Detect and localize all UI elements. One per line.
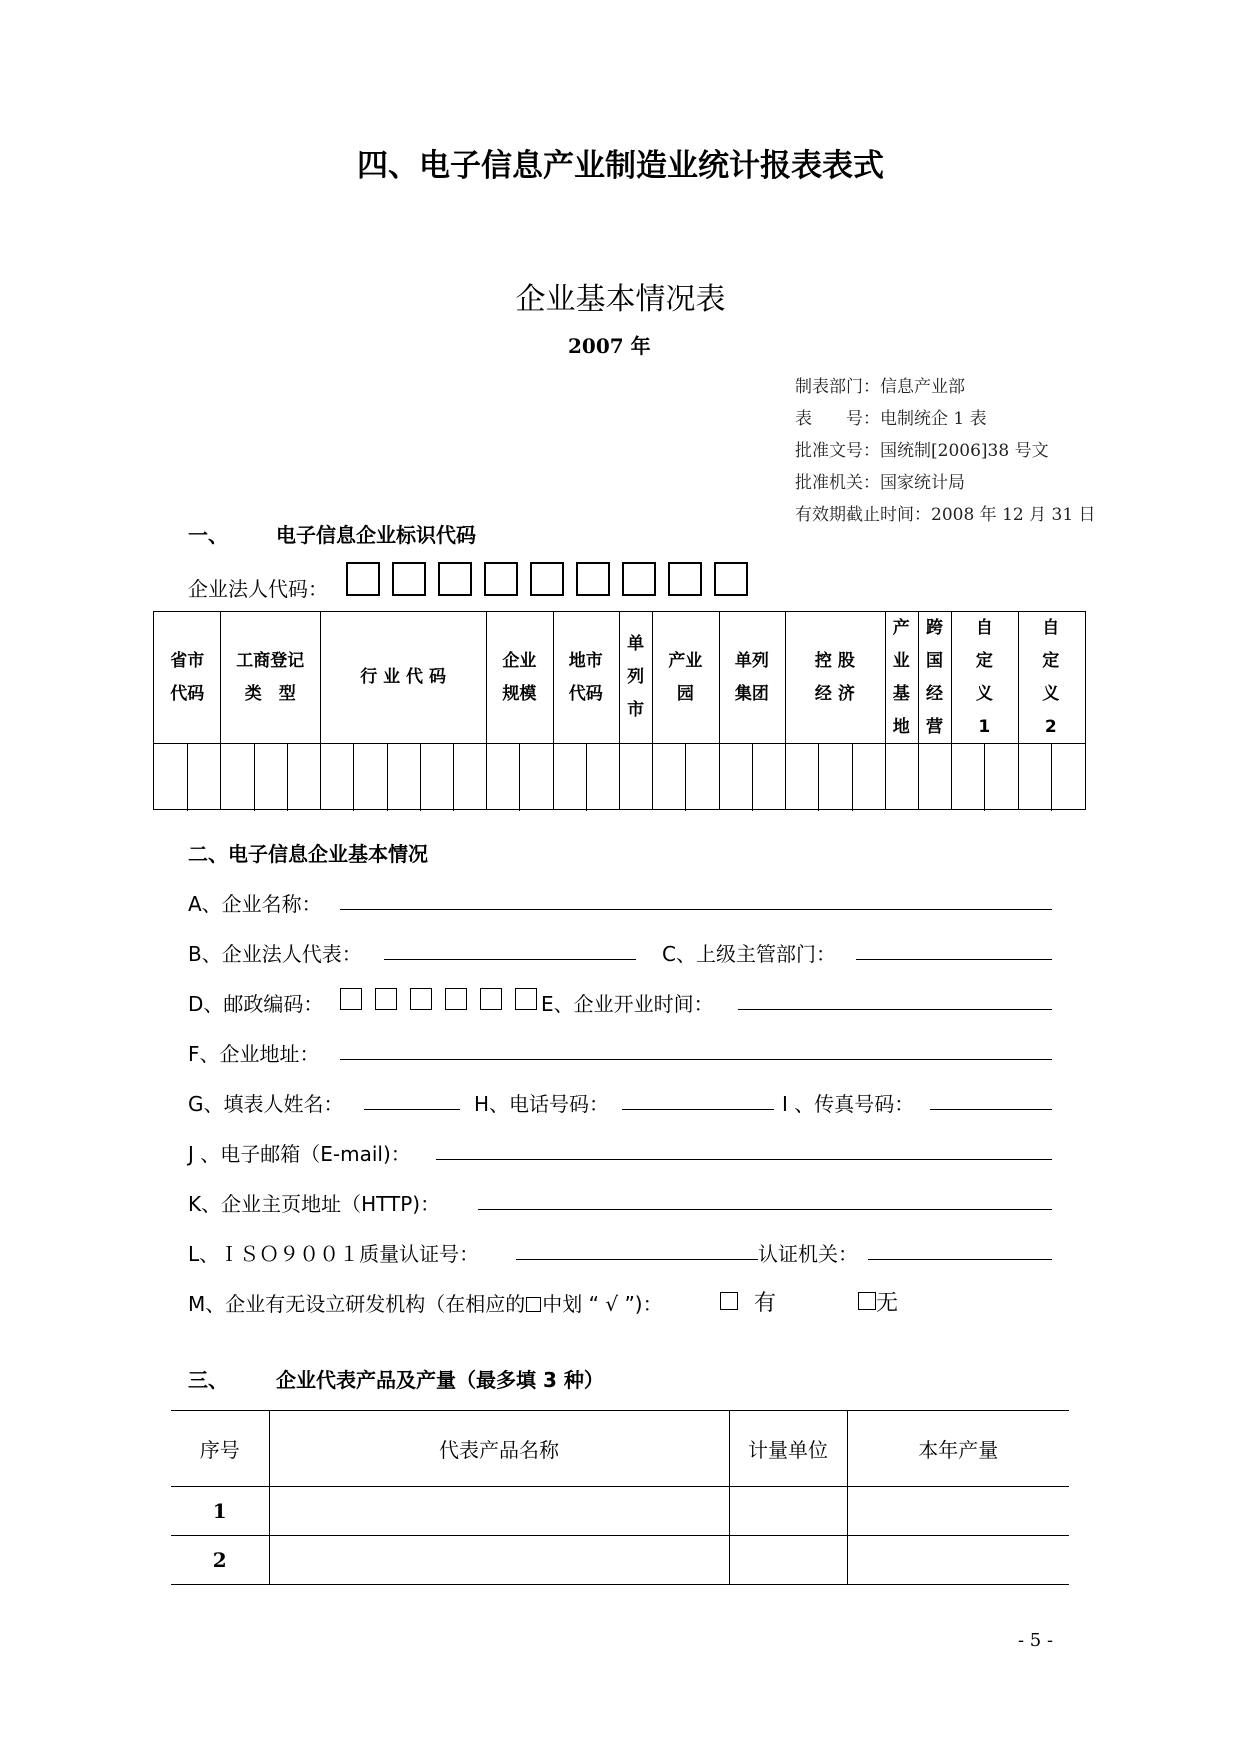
postal-digit-box[interactable] [375, 988, 397, 1010]
code-digit-box[interactable] [530, 562, 564, 596]
output-cell[interactable] [847, 1536, 1069, 1585]
output-cell[interactable] [847, 1487, 1069, 1536]
grid-cell-divider [818, 744, 819, 811]
label-cert-org: 认证机关： [758, 1242, 858, 1266]
grid-column-label: 行 业 代 码 [360, 667, 446, 687]
grid-column-label: 产业 园 [668, 650, 703, 704]
label-filler-name: G、填表人姓名： [188, 1092, 344, 1116]
unit-cell[interactable] [729, 1487, 847, 1536]
grid-column-header [619, 612, 652, 743]
products-table [171, 1410, 1069, 1585]
row-number: 1 [171, 1487, 269, 1536]
grid-column-label: 单列 集团 [734, 650, 769, 704]
grid-cell-divider [187, 744, 188, 811]
meta-dept: 制表部门：信息产业部 [795, 377, 965, 397]
unit-cell[interactable] [729, 1536, 847, 1585]
code-digit-box[interactable] [484, 562, 518, 596]
label-postal-code: D、邮政编码： [188, 992, 324, 1016]
header-product-name: 代表产品名称 [269, 1411, 729, 1487]
grid-column-header [885, 612, 918, 743]
legal-code-label: 企业法人代码： [188, 577, 328, 601]
grid-column-header [553, 612, 619, 743]
rd-question-text-2: 中划 “ √ ”)： [542, 1292, 663, 1316]
code-digit-box[interactable] [346, 562, 380, 596]
grid-column-header [652, 612, 718, 743]
code-digit-box[interactable] [622, 562, 656, 596]
grid-column-label: 省市 代码 [170, 650, 205, 704]
section1-number: 一、 [188, 523, 228, 547]
grid-cell-divider [685, 744, 686, 811]
form-title: 企业基本情况表 [515, 282, 726, 317]
meta-approval-no: 批准文号：国统制[2006]38 号文 [795, 441, 1049, 461]
grid-column-header [918, 612, 951, 743]
code-digit-box[interactable] [392, 562, 426, 596]
rd-yes-label: 有 [754, 1291, 777, 1316]
table-row [171, 1487, 1069, 1536]
code-digit-box[interactable] [714, 562, 748, 596]
grid-column-label: 跨 国 经 营 [926, 617, 944, 737]
grid-column-header [1018, 612, 1084, 743]
grid-cell-divider [287, 744, 288, 811]
postal-digit-box[interactable] [515, 988, 537, 1010]
label-iso-cert: L、ＩＳＯ９００１质量认证号： [188, 1242, 480, 1266]
cert-org-field[interactable] [868, 1259, 1052, 1260]
section1-title: 电子信息企业标识代码 [276, 523, 476, 547]
section3-heading [188, 1364, 604, 1393]
grid-column-label: 控 股 经 济 [814, 650, 855, 704]
grid-cell-divider [353, 744, 354, 811]
grid-column-label: 工商登记 类 型 [236, 650, 305, 704]
meta-valid-until: 有效期截止时间：2008 年 12 月 31 日 [795, 505, 1096, 525]
code-digit-box[interactable] [668, 562, 702, 596]
grid-column-label: 地市 代码 [568, 650, 603, 704]
grid-cell-divider [852, 744, 853, 811]
grid-column-header [719, 612, 785, 743]
label-supervisor-dept: C、上级主管部门： [662, 942, 836, 966]
filler-name-field[interactable] [364, 1109, 460, 1110]
rd-no-label: 无 [876, 1291, 899, 1316]
rd-question [188, 1288, 663, 1317]
grid-cell-divider [254, 744, 255, 811]
section1-heading [188, 519, 476, 548]
product-name-cell[interactable] [269, 1487, 729, 1536]
rd-no-checkbox[interactable] [858, 1292, 876, 1310]
homepage-field[interactable] [478, 1209, 1052, 1210]
grid-column-header [785, 612, 885, 743]
address-field[interactable] [340, 1059, 1052, 1060]
postal-digit-box[interactable] [340, 988, 362, 1010]
label-phone: H、电话号码： [474, 1092, 610, 1116]
grid-column-label: 单 列 市 [627, 634, 645, 720]
products-header-row [171, 1411, 1069, 1487]
grid-column-header [320, 612, 486, 743]
header-annual-output: 本年产量 [847, 1411, 1069, 1487]
iso-cert-field[interactable] [516, 1259, 758, 1260]
company-name-field[interactable] [340, 909, 1052, 910]
header-seq: 序号 [171, 1411, 269, 1487]
grid-cell-divider [752, 744, 753, 811]
label-legal-rep: B、企业法人代表： [188, 942, 362, 966]
grid-cell-divider [519, 744, 520, 811]
grid-column-header [220, 612, 320, 743]
postal-digit-box[interactable] [410, 988, 432, 1010]
grid-column-header [486, 612, 552, 743]
email-field[interactable] [436, 1159, 1052, 1160]
label-open-date: E、企业开业时间： [541, 992, 714, 1016]
table-row [171, 1536, 1069, 1585]
code-digit-box[interactable] [576, 562, 610, 596]
rd-question-text: M、企业有无设立研发机构（在相应的 [188, 1292, 526, 1316]
grid-column-header [951, 612, 1017, 743]
phone-field[interactable] [622, 1109, 774, 1110]
rd-yes-checkbox[interactable] [720, 1292, 738, 1310]
label-email: J 、电子邮箱（E-mail)： [188, 1142, 411, 1166]
label-company-name: A、企业名称： [188, 892, 322, 916]
meta-table-no: 表 号：电制统企 1 表 [795, 409, 987, 429]
checkbox-glyph [526, 1297, 541, 1312]
grid-cell-divider [387, 744, 388, 811]
supervisor-dept-field[interactable] [856, 959, 1052, 960]
grid-cell-divider [1051, 744, 1052, 811]
grid-cell-divider [984, 744, 985, 811]
grid-header-divider [154, 743, 1085, 744]
grid-cell-divider [586, 744, 587, 811]
grid-column-label: 产 业 基 地 [892, 617, 910, 737]
product-name-cell[interactable] [269, 1536, 729, 1585]
grid-cell-divider [420, 744, 421, 811]
grid-column-label: 自 定 义 2 [1042, 617, 1060, 737]
meta-approval-org: 批准机关：国家统计局 [795, 473, 965, 493]
identification-code-grid [153, 611, 1086, 810]
postal-digit-box[interactable] [445, 988, 467, 1010]
page-number: - 5 - [1018, 1630, 1054, 1651]
code-digit-box[interactable] [438, 562, 472, 596]
label-homepage: K、企业主页地址（HTTP)： [188, 1192, 441, 1216]
form-year: 2007 年 [568, 334, 651, 358]
grid-column-label: 自 定 义 1 [975, 617, 993, 737]
section3-number: 三、 [188, 1368, 228, 1392]
grid-column-header [154, 612, 220, 743]
section3-title: 企业代表产品及产量（最多填 3 种） [276, 1368, 604, 1392]
grid-cell-divider [453, 744, 454, 811]
open-date-field[interactable] [738, 1009, 1052, 1010]
section2-title: 二、电子信息企业基本情况 [188, 842, 428, 866]
header-unit: 计量单位 [729, 1411, 847, 1487]
label-fax: I 、传真号码： [782, 1092, 915, 1116]
row-number: 2 [171, 1536, 269, 1585]
legal-rep-field[interactable] [384, 959, 636, 960]
label-address: F、企业地址： [188, 1042, 320, 1066]
grid-column-label: 企业 规模 [502, 650, 537, 704]
postal-digit-box[interactable] [480, 988, 502, 1010]
document-title: 四、电子信息产业制造业统计报表表式 [357, 148, 884, 184]
fax-field[interactable] [930, 1109, 1052, 1110]
